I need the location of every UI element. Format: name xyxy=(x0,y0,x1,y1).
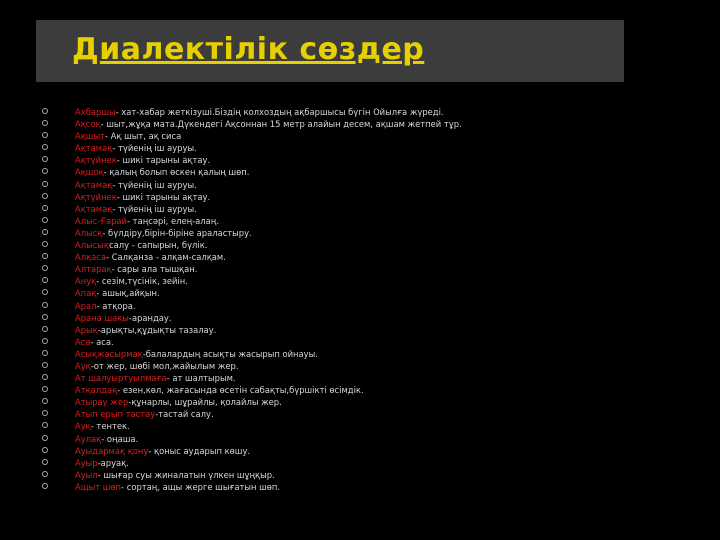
list-item xyxy=(42,384,602,396)
bullet-icon xyxy=(42,374,48,380)
list-item xyxy=(42,191,602,203)
dialect-term: Алтарақ xyxy=(75,264,112,275)
bullet-icon xyxy=(42,410,48,416)
term-definition: - түйенің іш ауруы. xyxy=(112,143,197,154)
term-definition: - ашық,айқын. xyxy=(96,288,160,299)
list-item xyxy=(42,312,602,324)
bullet-icon xyxy=(42,277,48,283)
term-definition: - езен,көл, жағасында өсетін сабақты,бүршікті өсімдік. xyxy=(117,385,364,396)
term-definition: - бүлдіру,бірін-біріне араластыру. xyxy=(102,227,252,238)
term-definition: -от жер, шөбі мол,жайылым жер. xyxy=(90,360,239,371)
list-item xyxy=(42,372,602,384)
dialect-term: Арық xyxy=(75,324,98,335)
list-item xyxy=(42,408,602,420)
bullet-icon xyxy=(42,181,48,187)
term-definition: - шикі тарыны ақтау. xyxy=(116,191,211,202)
list-item xyxy=(42,420,602,432)
bullet-icon xyxy=(42,193,48,199)
term-definition: - ат шалтырым. xyxy=(166,373,236,384)
list-item xyxy=(42,215,602,227)
list-item xyxy=(42,287,602,299)
bullet-icon xyxy=(42,447,48,453)
list-item xyxy=(42,118,602,130)
dialect-term: Арал xyxy=(75,300,97,311)
list-item xyxy=(42,336,602,348)
bullet-icon xyxy=(42,350,48,356)
term-definition: - түйенің іш ауруы. xyxy=(112,179,197,190)
term-definition: - хат-хабар жеткізуші.Біздің колхоздың ақбаршысы бүгін Ойылға жүреді. xyxy=(115,107,444,117)
term-definition: - шыт,жұқа мата.Дүкендегі Ақсоннан 15 метр алайын десем, ақшам жетпей тұр. xyxy=(100,119,462,130)
dialect-term: Алысық xyxy=(75,240,109,251)
term-definition: - қалың болып өскен қалың шөп. xyxy=(103,167,250,178)
list-item xyxy=(42,203,602,215)
term-definition: - Ақ шыт, ақ сиса xyxy=(104,131,182,142)
term-definition: - қоныс аударып көшу. xyxy=(148,445,251,456)
list-item xyxy=(42,251,602,263)
bullet-icon xyxy=(42,459,48,465)
dialect-term: Ауыр xyxy=(75,457,98,468)
dialect-term: Алыс-Ғарай xyxy=(75,215,127,226)
bullet-icon xyxy=(42,471,48,477)
bullet-icon xyxy=(42,386,48,392)
dialect-term: Ақтүйнек xyxy=(75,191,117,202)
term-definition: -балалардың асықты жасырып ойнауы. xyxy=(142,348,318,359)
term-definition: - шикі тарыны ақтау. xyxy=(116,155,211,166)
dialect-term: Ақшоқ xyxy=(75,167,104,178)
dialect-term: Апақ xyxy=(75,288,97,299)
bullet-icon xyxy=(42,483,48,489)
bullet-icon xyxy=(42,362,48,368)
bullet-icon xyxy=(42,205,48,211)
bullet-icon xyxy=(42,422,48,428)
list-item xyxy=(42,227,602,239)
list-item xyxy=(42,179,602,191)
dialect-term: Аулақ xyxy=(75,433,102,444)
term-definition: - сезім,түсінік, зейін. xyxy=(96,276,188,287)
term-definition: - тентек. xyxy=(90,421,130,432)
list-item xyxy=(42,457,602,469)
list-item xyxy=(42,263,602,275)
list-item xyxy=(42,275,602,287)
term-definition: -арандау. xyxy=(128,312,172,323)
list-item xyxy=(42,130,602,142)
term-definition: -аруақ. xyxy=(97,457,129,468)
dialect-term: Ащыт шөп xyxy=(75,481,122,492)
term-definition: - сортаң, ащы жерге шығатын шөп. xyxy=(121,481,281,492)
term-definition: - шығар суы жиналатын үлкен шұңқыр. xyxy=(97,469,275,480)
dialect-term: Ауыдармақ қону xyxy=(75,445,149,456)
dialect-term: Алқаса xyxy=(75,252,107,263)
bullet-icon xyxy=(42,156,48,162)
dialect-term: Ақтамақ xyxy=(75,143,113,154)
bullet-icon xyxy=(42,241,48,247)
dialect-term: Атқалдақ xyxy=(75,385,118,396)
list-item xyxy=(42,469,602,481)
dialect-term: Ақтүйнек xyxy=(75,155,117,166)
bullet-icon xyxy=(42,398,48,404)
list-item xyxy=(42,348,602,360)
dialect-term: Ауыл xyxy=(75,469,98,480)
bullet-icon xyxy=(42,435,48,441)
list-item xyxy=(42,166,602,178)
term-definition: -арықты,құдықты тазалау. xyxy=(97,324,217,335)
term-definition: салу - сапырын, бүлік. xyxy=(108,240,208,251)
term-definition: -тастай салу. xyxy=(155,409,214,420)
dialect-term: Ақтамақ xyxy=(75,203,113,214)
term-definition: - түйенің іш ауруы. xyxy=(112,203,197,214)
term-definition: - сары ала тышқан. xyxy=(111,264,198,275)
dialect-term: Ауқ xyxy=(75,360,91,371)
page-title: Диалектілік сөздер xyxy=(72,32,425,67)
bullet-icon xyxy=(42,314,48,320)
bullet-icon xyxy=(42,168,48,174)
list-item xyxy=(42,239,602,251)
term-definition: - Салқанза - алқам-салқам. xyxy=(106,252,226,263)
dialect-term: Ақсоқ xyxy=(75,119,101,130)
title-bar xyxy=(36,20,624,82)
bullet-icon xyxy=(42,132,48,138)
dialect-term: Арана шақы xyxy=(75,312,129,323)
list-item xyxy=(42,445,602,457)
bullet-icon xyxy=(42,338,48,344)
list-item xyxy=(42,106,602,118)
dialect-term: Ат шалуыртуылмаға xyxy=(75,373,167,384)
bullet-icon xyxy=(42,108,48,114)
dialect-term: Ануқ xyxy=(75,276,97,287)
dialect-term: Аса xyxy=(75,336,91,347)
list-item xyxy=(42,396,602,408)
bullet-icon xyxy=(42,253,48,259)
list-item xyxy=(42,360,602,372)
dialect-term: Ақшыт xyxy=(75,131,105,142)
bullet-icon xyxy=(42,229,48,235)
bullet-icon xyxy=(42,217,48,223)
dialect-term: Алысқ xyxy=(75,227,103,238)
bullet-icon xyxy=(42,289,48,295)
list-item xyxy=(42,142,602,154)
term-definition: - таңсәрі, елең-алаң. xyxy=(127,215,219,226)
list-item xyxy=(42,324,602,336)
dialect-term: Ахбаршы xyxy=(75,107,116,117)
dialect-term: Ақтамақ xyxy=(75,179,113,190)
dialect-term: Атып ерып тастау xyxy=(75,409,156,420)
bullet-icon xyxy=(42,302,48,308)
list-item xyxy=(42,300,602,312)
term-definition: - аса. xyxy=(90,336,114,347)
bullet-icon xyxy=(42,265,48,271)
term-definition: - атқора. xyxy=(96,300,136,311)
list-item xyxy=(42,481,602,493)
bullet-icon xyxy=(42,326,48,332)
bullet-icon xyxy=(42,144,48,150)
dialect-term: Асықжасырмақ xyxy=(75,348,143,359)
term-definition: -құнарлы, шұрайлы, қолайлы жер. xyxy=(128,397,282,408)
dialect-term: Ауқ xyxy=(75,421,91,432)
bullet-icon xyxy=(42,120,48,126)
list-item xyxy=(42,433,602,445)
term-definition: - оңаша. xyxy=(101,433,139,444)
dialect-word-list xyxy=(42,106,602,493)
dialect-term: Атырау жер xyxy=(75,397,129,408)
list-item xyxy=(42,154,602,166)
